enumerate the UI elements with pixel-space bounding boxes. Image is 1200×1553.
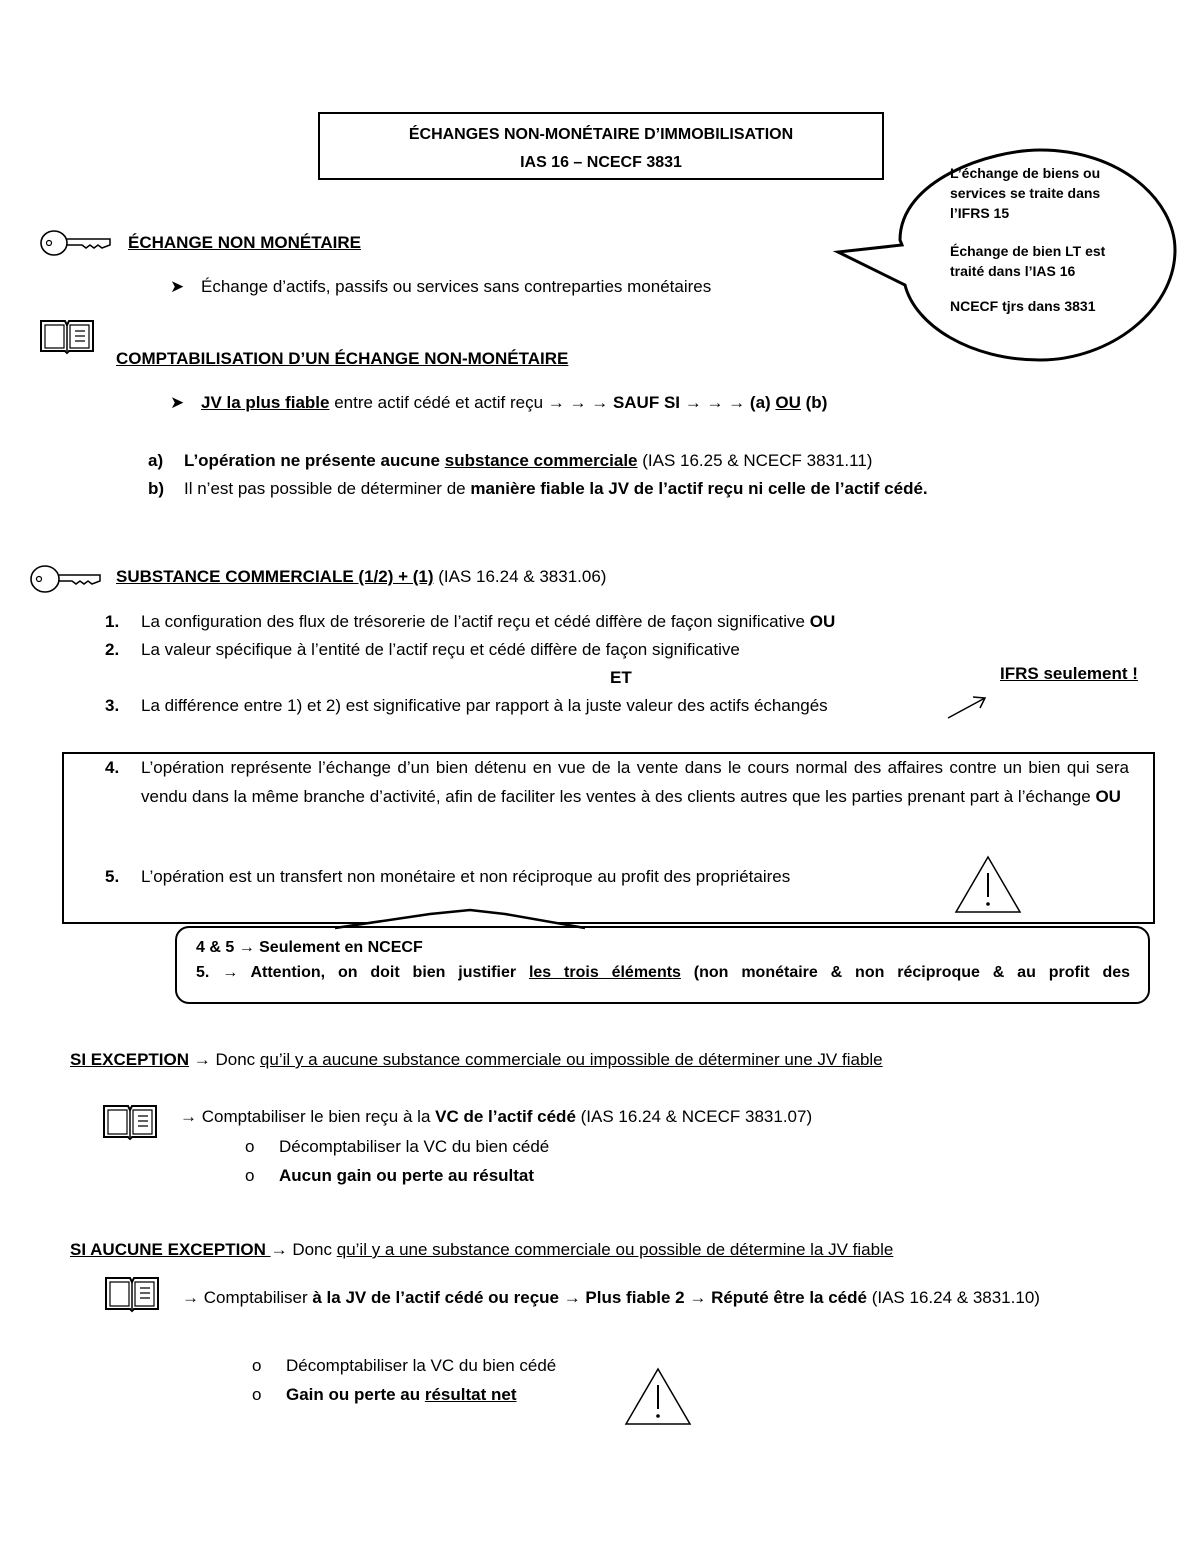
sauf-si-text: SAUF SI: [608, 393, 685, 412]
item-a-label: a): [148, 451, 164, 470]
comptabilisation-bullet: [170, 393, 827, 413]
exception-main-start: → Comptabiliser le bien reçu à la: [180, 1107, 436, 1126]
key-icon: [40, 228, 112, 260]
bubble-text-2: Échange de bien LT est traité dans l’IAS 16: [950, 243, 1106, 279]
no-exception-main-bold: à la JV de l’actif cédé ou reçue → Plus fiable 2 → Réputé être la cédé: [312, 1288, 867, 1307]
item-a: [148, 451, 872, 471]
substance-heading: SUBSTANCE COMMERCIALE (1/2) + (1): [116, 567, 434, 586]
substance-item-4: [105, 753, 1129, 811]
exception-sub-2-text: Aucun gain ou perte au résultat: [279, 1166, 535, 1185]
item-4-body: [141, 753, 1129, 811]
arrows-1: → → →: [547, 393, 609, 412]
ifrs-note: IFRS seulement !: [1000, 664, 1138, 683]
item-bold: OU: [1095, 787, 1121, 806]
jv-fiable-text: JV la plus fiable: [200, 393, 330, 412]
exception-sub-1-text: Décomptabiliser la VC du bien cédé: [279, 1137, 550, 1156]
item-text: La valeur spécifique à l’entité de l’actif reçu et cédé diffère de façon significative: [141, 640, 740, 659]
no-exception-sub-2: [252, 1385, 517, 1405]
exception-main-bold: VC de l’actif cédé: [435, 1107, 576, 1126]
arrow-text: →: [189, 1050, 216, 1069]
key-icon: [30, 563, 102, 597]
no-exception-main-ref: (IAS 16.24 & 3831.10): [866, 1288, 1040, 1307]
comptabilisation-heading: COMPTABILISATION D’UN ÉCHANGE NON-MONÉTAIRE: [116, 349, 569, 368]
exception-sub-2: [245, 1166, 534, 1186]
exception-heading-row: [70, 1050, 883, 1070]
item-text: La configuration des flux de trésorerie de l’actif reçu et cédé diffère de façon significative: [141, 612, 810, 631]
title-box: [318, 112, 884, 180]
exception-reason: qu’il y a aucune substance commerciale ou impossible de déterminer une JV fiable: [259, 1050, 883, 1069]
callout-line-2-underlined: les trois éléments: [528, 964, 681, 981]
arrow-text: →: [270, 1240, 293, 1259]
no-exception-main: [182, 1283, 1130, 1312]
donc-text: Donc: [215, 1050, 260, 1069]
warning-icon: [954, 855, 1022, 915]
substance-ref: (IAS 16.24 & 3831.06): [433, 567, 607, 586]
item-b-bold: manière fiable la JV de l’actif reçu ni celle de l’actif cédé.: [470, 479, 928, 498]
item-number: 5.: [105, 867, 120, 886]
book-icon: [37, 315, 97, 355]
exception-main-ref: (IAS 16.24 & NCECF 3831.07): [575, 1107, 813, 1126]
no-exception-heading: SI AUCUNE EXCEPTION: [70, 1240, 271, 1259]
item-number: 1.: [105, 612, 120, 631]
no-exception-sub-2-underlined: résultat net: [424, 1385, 517, 1404]
callout-line-2-end: (non monétaire & non réciproque & au profit des: [680, 964, 1131, 981]
item-a-underlined: substance commerciale: [444, 451, 638, 470]
circle-bullet: o: [252, 1385, 262, 1404]
echange-bullet: [170, 277, 711, 297]
ou-text: OU: [775, 393, 801, 412]
item-b-text: Il n’est pas possible de déterminer de: [184, 479, 471, 498]
echange-bullet-text: Échange d’actifs, passifs ou services sans contreparties monétaires: [200, 277, 712, 296]
circle-bullet: o: [245, 1166, 255, 1185]
exception-sub-1: [245, 1137, 549, 1157]
page-subtitle: IAS 16 – NCECF 3831: [520, 154, 682, 171]
exception-heading: SI EXCEPTION: [70, 1050, 190, 1069]
circle-bullet: o: [245, 1137, 255, 1156]
et-text: ET: [610, 668, 632, 687]
substance-heading-row: [116, 567, 606, 587]
echange-heading: ÉCHANGE NON MONÉTAIRE: [128, 233, 361, 252]
no-exception-main-start: → Comptabiliser: [182, 1288, 313, 1307]
item-b-label: b): [148, 479, 165, 498]
substance-item-2: [105, 640, 740, 660]
item-a-ref: (IAS 16.25 & NCECF 3831.11): [637, 451, 873, 470]
bubble-text-1: L’échange de biens ou services se traite dans l’IFRS 15: [950, 165, 1101, 221]
warning-icon: [624, 1367, 692, 1427]
option-b-text: (b): [800, 393, 828, 412]
exception-main: [180, 1107, 812, 1127]
item-a-bold: L’opération ne présente aucune: [184, 451, 445, 470]
substance-item-1: [105, 612, 835, 632]
item-b: [148, 479, 928, 499]
arrow-icon: [945, 693, 990, 723]
item-text: L’opération représente l’échange d’un bien détenu en vue de la vente dans le cours normal des affaires contre un bien qui sera vendu dans la même branche d’activité, afin de faciliter les ventes à des clients autres que les parties prenant part à l’échange: [141, 758, 1129, 806]
callout-line-2-start: 5. → Attention, on doit bien justifier: [196, 964, 529, 981]
book-icon: [102, 1272, 162, 1314]
arrows-2: → → →: [684, 393, 746, 412]
item-number: 4.: [105, 758, 120, 777]
item-bold: OU: [809, 612, 836, 631]
page-title: ÉCHANGES NON-MONÉTAIRE D’IMMOBILISATION: [408, 126, 794, 143]
no-exception-sub-1-text: Décomptabiliser la VC du bien cédé: [286, 1356, 557, 1375]
chevron-bullet-icon: ➤: [170, 393, 185, 412]
option-a-text: (a): [745, 393, 776, 412]
no-exception-reason: qu’il y a une substance commerciale ou possible de détermine la JV fiable: [336, 1240, 894, 1259]
bubble-text-3: NCECF tjrs dans 3831: [950, 298, 1096, 314]
callout-line-1: 4 & 5 → Seulement en NCECF: [196, 939, 423, 956]
no-exception-sub-1: [252, 1356, 556, 1376]
item-number: 2.: [105, 640, 120, 659]
bullet-text: entre actif cédé et actif reçu: [329, 393, 548, 412]
substance-item-3: [105, 696, 828, 716]
item-number: 3.: [105, 696, 120, 715]
item-text: La différence entre 1) et 2) est significative par rapport à la juste valeur des actifs échangés: [141, 696, 828, 715]
item-text: L’opération est un transfert non monétaire et non réciproque au profit des propriétaires: [141, 867, 791, 886]
no-exception-sub-2-bold: Gain ou perte au: [286, 1385, 425, 1404]
book-icon: [100, 1100, 160, 1142]
substance-item-5: [105, 867, 790, 887]
callout-line-2: [196, 964, 1130, 982]
donc-text: Donc: [292, 1240, 337, 1259]
circle-bullet: o: [252, 1356, 262, 1375]
chevron-bullet-icon: ➤: [170, 277, 185, 296]
no-exception-heading-row: [70, 1240, 893, 1260]
